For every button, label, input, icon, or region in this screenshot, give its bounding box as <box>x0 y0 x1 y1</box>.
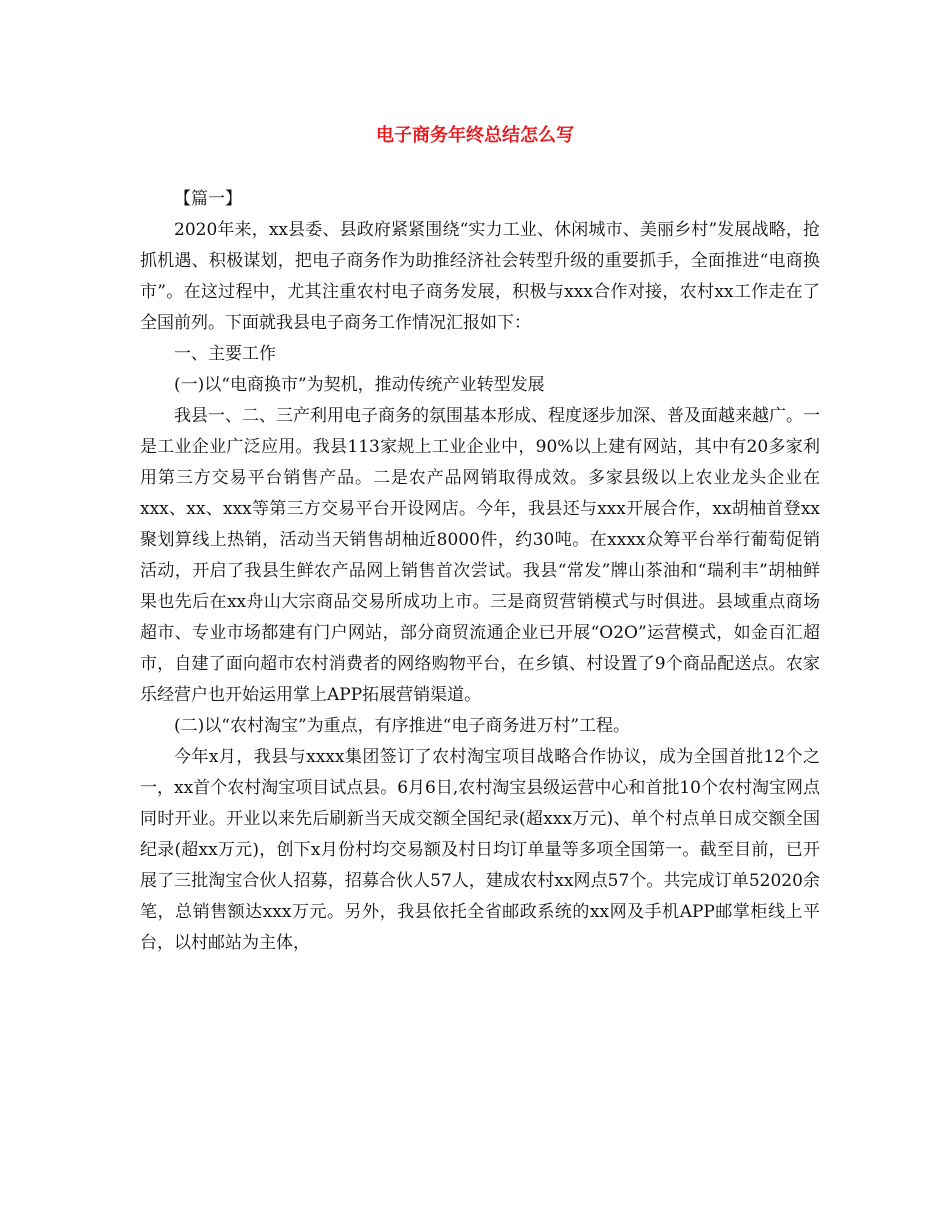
paragraph-intro: 2020年来，xx县委、县政府紧紧围绕“实力工业、休闲城市、美丽乡村”发展战略，抢抓机遇、积极谋划，把电子商务作为助推经济社会转型升级的重要抓手，全面推进“电商换市”。在这过程中，尤其注重农村电子商务发展，积极与xxx合作对接，农村xx工作走在了全国前列。下面就我县电子商务工作情况汇报如下： <box>140 220 820 333</box>
document-title: 电子商务年终总结怎么写 <box>376 125 574 146</box>
subheading-rural-taobao: (二)以“农村淘宝”为重点，有序推进“电子商务进万村”工程。 <box>174 716 631 736</box>
section-heading-part-one: 【篇一】 <box>174 189 242 209</box>
paragraph-rural-taobao: 今年x月，我县与xxxx集团签订了农村淘宝项目战略合作协议，成为全国首批12个之一，xx首个农村淘宝项目试点县。6月6日,农村淘宝县级运营中心和首批10个农村淘宝网点同时开业。开业以来先后刷新当天成交额全国纪录(超xxx万元)、单个村点单日成交额全国纪录(超xx万元)，创下x月份村均交易额及村日均订单量等多项全国第一。截至目前，已开展了三批淘宝合伙人招募，招募合伙人57人，建成农村xx网点57个。共完成订单52020余笔，总销售额达xxx万元。另外，我县依托全省邮政系统的xx网及手机APP邮掌柜线上平台，以村邮站为主体， <box>140 747 820 953</box>
subheading-ecommerce-transformation: (一)以“电商换市”为契机，推动传统产业转型发展 <box>174 375 545 395</box>
paragraph-industry-application: 我县一、二、三产利用电子商务的氛围基本形成、程度逐步加深、普及面越来越广。一是工业企业广泛应用。我县113家规上工业企业中，90%以上建有网站，其中有20多家利用第三方交易平台销售产品。二是农产品网销取得成效。多家县级以上农业龙头企业在xxx、xx、xxx等第三方交易平台开设网店。今年，我县还与xxx开展合作，xx胡柚首登xx聚划算线上热销，活动当天销售胡柚近8000件，约30吨。在xxxx众筹平台举行葡萄促销活动，开启了我县生鲜农产品网上销售首次尝试。我县“常发”牌山茶油和“瑞利丰”胡柚鲜果也先后在xx舟山大宗商品交易所成功上市。三是商贸营销模式与时俱进。县域重点商场超市、专业市场都建有门户网站，部分商贸流通企业已开展“O2O”运营模式，如金百汇超市，自建了面向超市农村消费者的网络购物平台，在乡镇、村设置了9个商品配送点。农家乐经营户也开始运用掌上APP拓展营销渠道。 <box>140 406 820 705</box>
document-body <box>140 184 820 959</box>
heading-main-work: 一、主要工作 <box>174 344 276 364</box>
